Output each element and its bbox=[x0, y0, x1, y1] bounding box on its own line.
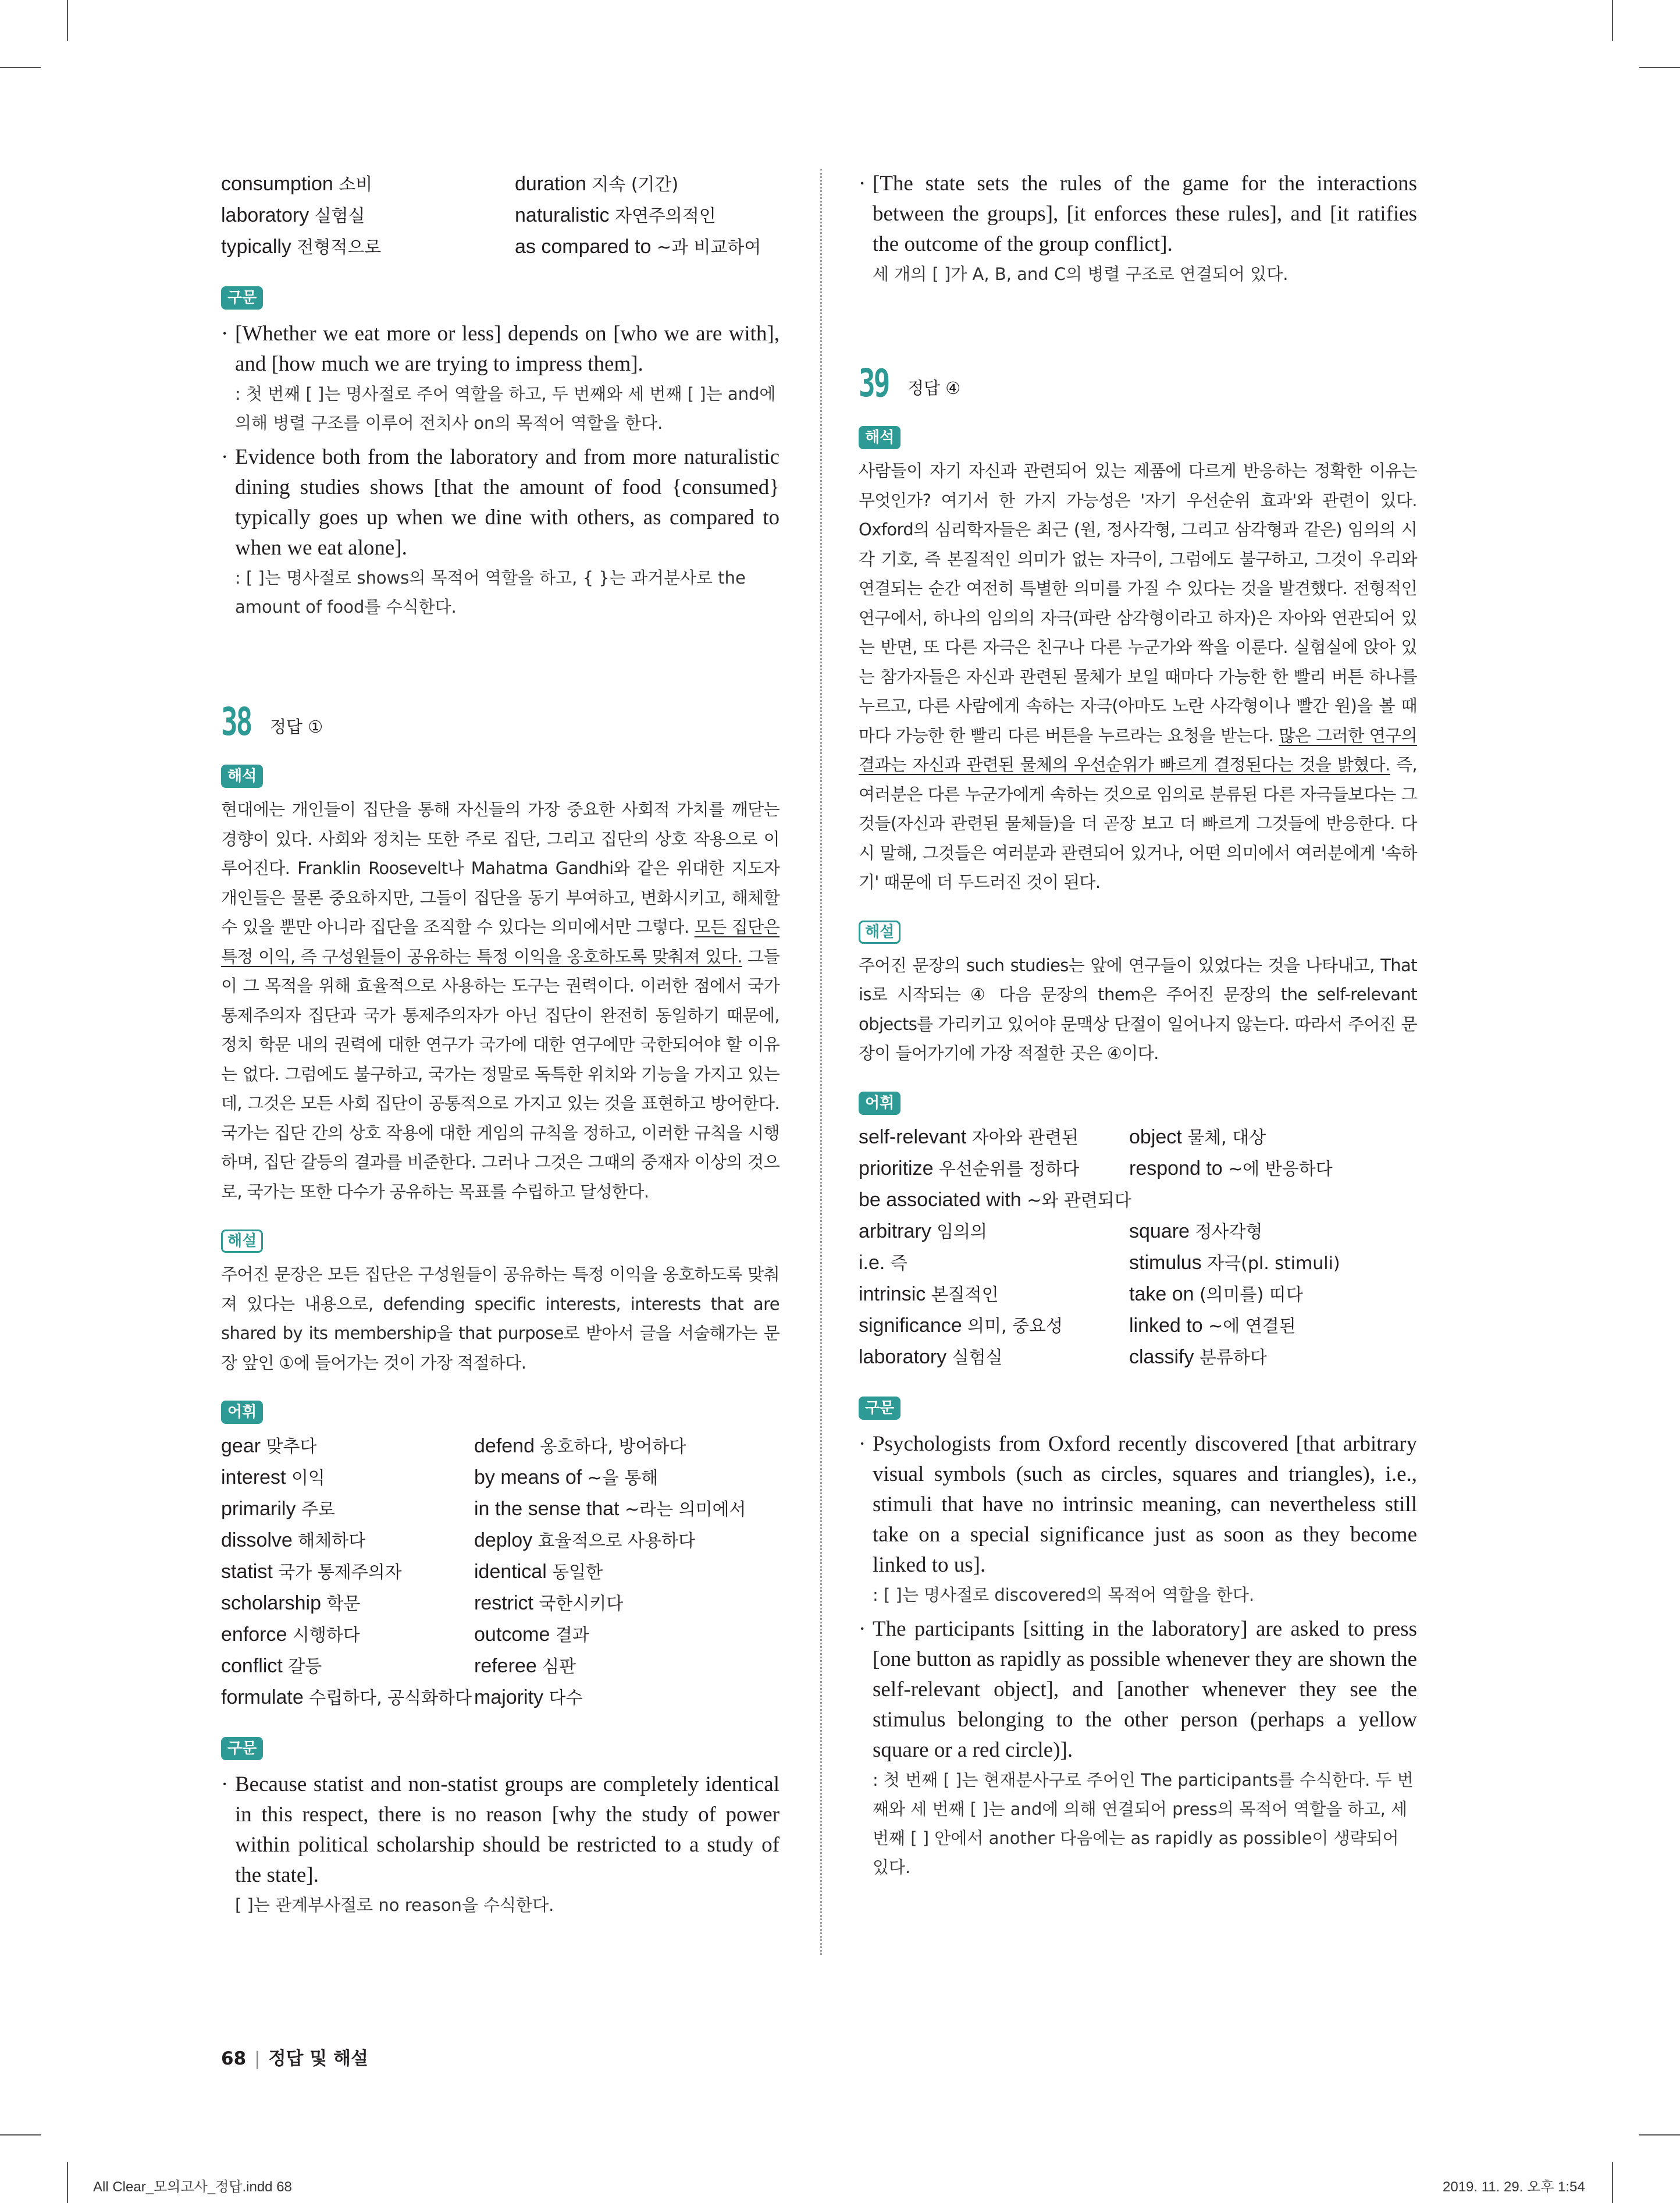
haeseok-label: 해석 bbox=[859, 426, 900, 449]
timestamp-slug: 2019. 11. 29. 오후 1:54 bbox=[1443, 2179, 1585, 2195]
vocab-item: identical 동일한 bbox=[474, 1561, 603, 1583]
vocab-item: duration 지속 (기간) bbox=[515, 173, 679, 195]
vocab-item: deploy 효율적으로 사용하다 bbox=[474, 1529, 696, 1551]
question-number: 39 bbox=[859, 361, 889, 406]
vocab-item: take on (의미를) 띠다 bbox=[1129, 1282, 1303, 1305]
crop-mark bbox=[67, 0, 68, 41]
eohwi-label: 어휘 bbox=[859, 1092, 900, 1115]
underlined-sentence: 모든 집단은 특정 이익, 즉 구성원들이 공유하는 특정 이익을 옹호하도록 맞춰져 있다. bbox=[221, 917, 780, 967]
vocab-item: scholarship 학문 bbox=[221, 1592, 361, 1614]
question-number: 38 bbox=[221, 699, 251, 744]
vocab-item: in the sense that ~라는 의미에서 bbox=[474, 1498, 746, 1520]
vocab-item: laboratory 실험실 bbox=[221, 204, 365, 226]
vocab-item: classify 분류하다 bbox=[1129, 1345, 1267, 1368]
translation-paragraph: 사람들이 자기 자신과 관련되어 있는 제품에 다르게 반응하는 정확한 이유는 무엇인가? 여기서 한 가지 가능성은 '자기 우선순위 효과'와 관련이 있다. Oxford의 심리학자들은 최근 (원, 정사각형, 그리고 삼각형과 같은) 임의의 시각 기호, 즉 본질적인 의미가 없는 자극이, 그럼에도 불구하고, 그것이 우리와 연결되는 순간 여전히 특별한 의미를 가질 수 있다는 것을 발견했다. 전형적인 연구에서, 하나의 임의의 자극(파란 삼각형이라고 하자)은 자아와 연관되어 있는 반면, 또 다른 자극은 친구나 다른 누군가와 짝을 이룬다. 실험실에 앉아 있는 참가자들은 자신과 관련된 물체가 보일 때마다 가능한 한 빨리 버튼 하나를 누르고, 다른 사람에게 속하는 자극(아마도 노란 사각형이나 빨간 원)을 볼 때마다 가능한 한 빨리 다른 버튼을 누르라는 요청을 받는다. 많은 그러한 연구의 결과는 자신과 관련된 물체의 우선순위가 빠르게 결정된다는 것을 밝혔다. 즉, 여러분은 다른 누군가에게 속하는 것으로 임의로 분류된 다른 자극들보다는 그것들(자신과 관련된 물체들)을 더 곧장 보고 더 빠르게 그것들에 반응한다. 다시 말해, 그것들은 여러분과 관련되어 있거나, 어떤 의미에서 여러분에게 '속하기' 때문에 더 두드러진 것이 된다. bbox=[859, 461, 1417, 892]
vocab-item: stimulus 자극(pl. stimuli) bbox=[1129, 1251, 1340, 1274]
eohwi-label: 어휘 bbox=[221, 1401, 263, 1424]
vocab-item: defend 옹호하다, 방어하다 bbox=[474, 1435, 686, 1457]
vocab-item: primarily 주로 bbox=[221, 1498, 335, 1520]
vocab-item: respond to ~에 반응하다 bbox=[1129, 1157, 1333, 1179]
vocab-item: be associated with ~와 관련되다 bbox=[859, 1188, 1131, 1211]
section-title: 정답 및 해설 bbox=[268, 2048, 368, 2069]
vocab-item: formulate 수립하다, 공식화하다 bbox=[221, 1686, 472, 1708]
vocab-item: significance 의미, 중요성 bbox=[859, 1314, 1063, 1337]
gumun-note: : [ ]는 명사절로 shows의 목적어 역할을 하고, { }는 과거분사로 the amount of food를 수식한다. bbox=[235, 568, 746, 617]
gumun-note: : 첫 번째 [ ]는 명사절로 주어 역할을 하고, 두 번째와 세 번째 [ ]는 and에 의해 병렬 구조를 이루어 전치사 on의 목적어 역할을 한다. bbox=[235, 384, 776, 433]
vocab-item: square 정사각형 bbox=[1129, 1220, 1263, 1242]
vocab-item: typically 전형적으로 bbox=[221, 236, 382, 258]
vocab-item: outcome 결과 bbox=[474, 1623, 589, 1646]
gumun-sentence: · Psychologists from Oxford recently discovered [that arbitrary visual symbols (such as circles, squares and triangles), i.e., stimuli that have no intrinsic meaning, can nevertheless still take on a special significance just as soon as they become linked to us]. bbox=[859, 1431, 1417, 1577]
vocab-item: object 물체, 대상 bbox=[1129, 1125, 1266, 1148]
explanation-paragraph: 주어진 문장은 모든 집단은 구성원들이 공유하는 특정 이익을 옹호하도록 맞춰져 있다는 내용으로, defending specific interests, interests that are shared by its membership을 that purpose로 받아서 글을 서술해가는 문장 앞인 ①에 들어가는 것이 가장 적절하다. bbox=[221, 1264, 780, 1373]
crop-mark bbox=[0, 2134, 41, 2136]
crop-mark bbox=[67, 2162, 68, 2203]
question-header-39 bbox=[859, 361, 1417, 406]
vocab-item: as compared to ~과 비교하여 bbox=[515, 236, 761, 258]
gumun-label: 구문 bbox=[859, 1397, 900, 1420]
vocab-item: intrinsic 본질적인 bbox=[859, 1282, 999, 1305]
left-column bbox=[221, 169, 780, 1924]
vocab-list-39 bbox=[859, 1122, 1417, 1373]
vocab-item: naturalistic 자연주의적인 bbox=[515, 204, 716, 226]
crop-mark bbox=[1612, 2162, 1613, 2203]
gumun-note: 세 개의 [ ]가 A, B, and C의 병렬 구조로 연결되어 있다. bbox=[873, 264, 1289, 284]
gumun-note: : 첫 번째 [ ]는 현재분사구로 주어인 The participants를 수식한다. 두 번째와 세 번째 [ ]는 and에 의해 연결되어 press의 목적어 역할을 하고, 세 번째 [ ] 안에서 another 다음에는 as rapidly as possible이 생략되어 있다. bbox=[873, 1769, 1414, 1877]
vocab-item: arbitrary 임의의 bbox=[859, 1220, 988, 1242]
gumun-sentence: · [The state sets the rules of the game for the interactions between the groups], [it enforces these rules], and [it ratifies the outcome of the group conflict]. bbox=[859, 172, 1417, 256]
vocab-list-top bbox=[221, 169, 780, 263]
vocab-item: consumption 소비 bbox=[221, 173, 373, 195]
gumun-label: 구문 bbox=[221, 1737, 263, 1760]
vocab-item: dissolve 해체하다 bbox=[221, 1529, 366, 1551]
gumun-note: : [ ]는 명사절로 discovered의 목적어 역할을 한다. bbox=[873, 1584, 1255, 1605]
haeseok-label: 해석 bbox=[221, 765, 263, 788]
crop-mark bbox=[1639, 67, 1680, 68]
translation-paragraph: 현대에는 개인들이 집단을 통해 자신들의 가장 중요한 사회적 가치를 깨닫는 경향이 있다. 사회와 정치는 또한 주로 집단, 그리고 집단의 상호 작용으로 이루어진다. Franklin Roosevelt나 Mahatma Gandhi와 같은 위대한 지도자 개인들은 물론 중요하지만, 그들이 집단을 동기 부여하고, 변화시키고, 해체할 수 있을 뿐만 아니라 집단을 조직할 수 있다는 의미에서만 그렇다. 모든 집단은 특정 이익, 즉 구성원들이 공유하는 특정 이익을 옹호하도록 맞춰져 있다. 그들이 그 목적을 위해 효율적으로 사용하는 도구는 권력이다. 이러한 점에서 국가 통제주의자 집단과 국가 통제주의자가 아닌 집단이 완전히 동일하기 때문에, 정치 학문 내의 권력에 대한 연구가 국가에 대한 연구에만 국한되어야 할 이유는 없다. 그럼에도 불구하고, 국가는 정말로 독특한 위치와 기능을 가지고 있는데, 그것은 모든 사회 집단이 공통적으로 가지고 있는 것을 표현하고 방어한다. 국가는 집단 간의 상호 작용에 대한 게임의 규칙을 정하고, 이러한 규칙을 시행하며, 집단 갈등의 결과를 비준한다. 그러나 그것은 그때의 중재자 이상의 것으로, 국가는 또한 다수가 공유하는 목표를 수립하고 달성한다. bbox=[221, 800, 780, 1202]
vocab-item: laboratory 실험실 bbox=[859, 1345, 1003, 1368]
gumun-note: [ ]는 관계부사절로 no reason을 수식한다. bbox=[235, 1895, 554, 1915]
question-header-38 bbox=[221, 699, 780, 744]
gumun-sentence: · Because statist and non-statist groups are completely identical in this respect, there is no reason [why the study of power within political scholarship should be restricted to a study of the state]. bbox=[221, 1772, 780, 1887]
crop-mark bbox=[1612, 0, 1613, 41]
vocab-item: interest 이익 bbox=[221, 1466, 325, 1488]
vocab-item: gear 맞추다 bbox=[221, 1435, 317, 1457]
vocab-item: referee 심판 bbox=[474, 1655, 576, 1677]
vocab-item: majority 다수 bbox=[474, 1686, 583, 1708]
vocab-item: by means of ~을 통해 bbox=[474, 1466, 659, 1488]
crop-mark bbox=[0, 67, 41, 68]
column-divider bbox=[820, 169, 822, 1955]
gumun-sentence: · Evidence both from the laboratory and from more naturalistic dining studies shows [that the amount of food {consumed} typically goes up when we dine with others, as compared to when we eat alone]. bbox=[221, 445, 780, 560]
answer-label: 정답 ① bbox=[270, 717, 323, 737]
page-footer: 68 | 정답 및 해설 bbox=[221, 2048, 368, 2069]
file-slug: All Clear_모의고사_정답.indd 68 bbox=[93, 2179, 292, 2195]
underlined-sentence: 많은 그러한 연구의 결과는 자신과 관련된 물체의 우선순위가 빠르게 결정된다는 것을 밝혔다. bbox=[859, 725, 1417, 774]
vocab-item: enforce 시행하다 bbox=[221, 1623, 360, 1646]
vocab-item: statist 국가 통제주의자 bbox=[221, 1561, 402, 1583]
gumun-sentence: · The participants [sitting in the laboratory] are asked to press [one button as rapidly as possible whenever they are shown the self-relevant object], and [another whenever they see the stimulus belonging to the other person (perhaps a yellow square or a red circle)]. bbox=[859, 1616, 1417, 1762]
page-number: 68 bbox=[221, 2048, 247, 2069]
vocab-item: i.e. 즉 bbox=[859, 1251, 907, 1274]
haeseol-label: 해설 bbox=[859, 921, 900, 944]
answer-label: 정답 ④ bbox=[907, 378, 961, 398]
vocab-item: conflict 갈등 bbox=[221, 1655, 322, 1677]
right-column bbox=[859, 169, 1417, 1886]
gumun-sentence: · [Whether we eat more or less] depends on [who we are with], and [how much we are trying to impress them]. bbox=[221, 322, 780, 376]
vocab-item: prioritize 우선순위를 정하다 bbox=[859, 1157, 1080, 1179]
vocab-list-38 bbox=[221, 1431, 780, 1714]
explanation-paragraph: 주어진 문장의 such studies는 앞에 연구들이 있었다는 것을 나타내고, That is로 시작되는 ④ 다음 문장의 them은 주어진 문장의 the self-relevant objects를 가리키고 있어야 문맥상 단절이 일어나지 않는다. 따라서 주어진 문장이 들어가기에 가장 적절한 곳은 ④이다. bbox=[859, 955, 1417, 1063]
crop-mark bbox=[1639, 2134, 1680, 2136]
haeseol-label: 해설 bbox=[221, 1230, 263, 1253]
gumun-label: 구문 bbox=[221, 286, 263, 310]
vocab-item: self-relevant 자아와 관련된 bbox=[859, 1125, 1079, 1148]
vocab-item: linked to ~에 연결된 bbox=[1129, 1314, 1296, 1337]
vocab-item: restrict 국한시키다 bbox=[474, 1592, 624, 1614]
